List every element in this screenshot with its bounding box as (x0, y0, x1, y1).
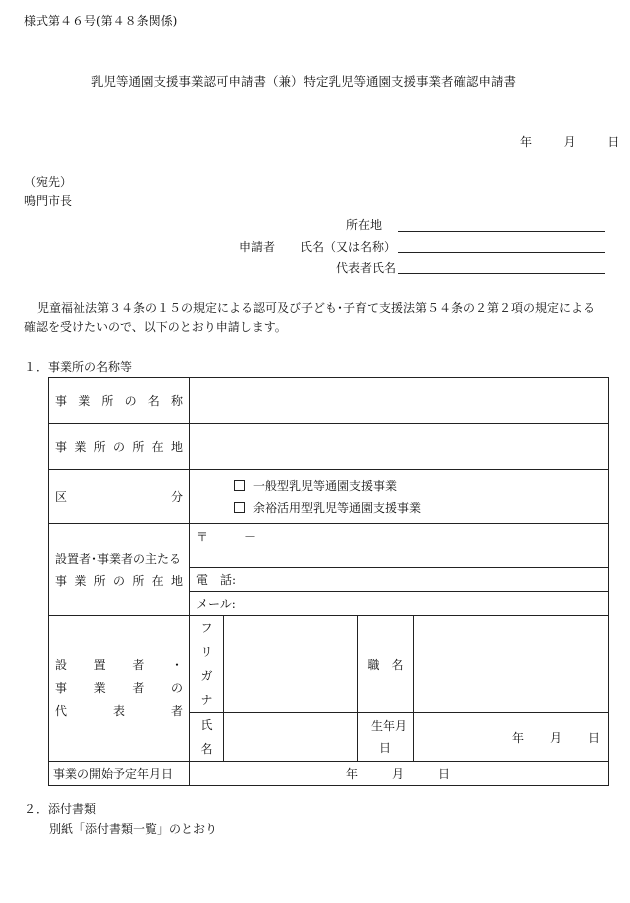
checkbox-icon[interactable] (234, 480, 245, 491)
form-number: 様式第４６号(第４８条関係) (24, 14, 178, 28)
row-representative-furigana (49, 616, 609, 713)
job-title-input[interactable] (414, 616, 609, 713)
facility-address-label: 事 業 所 の 所 在 地 (49, 424, 190, 470)
page-title: 乳児等通園支援事業認可申請書（兼）特定乳児等通園支援事業者確認申請書 (91, 74, 517, 89)
addressee-label: （宛先） (24, 175, 73, 189)
body-text-line-2: 確認を受けたいので、以下のとおり申請します。 (24, 320, 287, 334)
checkbox-icon[interactable] (234, 502, 245, 513)
applicant-name-field[interactable] (398, 252, 605, 253)
furigana-label: フ リ ガ ナ (190, 616, 224, 713)
applicant-address-label: 所在地 (346, 218, 383, 232)
applicant-name-label: 氏名（又は名称） (300, 240, 397, 254)
section1-heading: １．事業所の名称等 (24, 360, 133, 374)
applicant-label: 申請者 (239, 240, 276, 254)
option-surplus[interactable]: 余裕活用型乳児等通園支援事業 (234, 497, 608, 519)
category-options (190, 470, 609, 524)
date-month: 月 (563, 135, 576, 149)
applicant-address-field[interactable] (398, 231, 605, 232)
section2-heading: ２．添付書類 (24, 802, 97, 816)
row-start-date (49, 762, 609, 786)
section2-content: 別紙「添付書類一覧」のとおり (49, 822, 218, 836)
category-label: 区 分 (49, 470, 190, 524)
representative-label: 設 置 者 ・ 事 業 者 の 代 表 者 (49, 616, 190, 762)
row-facility-address (49, 424, 609, 470)
name-label: 氏 名 (190, 713, 224, 762)
name-input[interactable] (224, 713, 358, 762)
applicant-rep-field[interactable] (398, 273, 605, 274)
facility-name-input[interactable] (190, 378, 609, 424)
row-operator-postal (49, 524, 609, 568)
facility-name-label: 事 業 所 の 名 称 (49, 378, 190, 424)
row-category (49, 470, 609, 524)
row-facility-name (49, 378, 609, 424)
operator-address-label: 設置者･事業者の主たる 事 業 所 の 所 在 地 (49, 524, 190, 616)
postal-input[interactable]: 〒 － (190, 524, 609, 568)
email-input[interactable]: メール: (190, 592, 609, 616)
start-date-label: 事業の開始予定年月日 (49, 762, 190, 786)
phone-input[interactable]: 電 話: (190, 568, 609, 592)
addressee-name: 鳴門市長 (24, 194, 73, 208)
job-title-label: 職 名 (358, 616, 414, 713)
birth-date-label: 生年月 日 (358, 713, 414, 762)
facility-table (48, 377, 609, 786)
body-text-line-1: 児童福祉法第３４条の１５の規定による認可及び子ども･子育て支援法第５４条の２第２項の規定による (37, 301, 596, 315)
option-general[interactable]: 一般型乳児等通園支援事業 (234, 475, 608, 497)
birth-date-input[interactable]: 年 月 日 (414, 713, 609, 762)
application-date (520, 133, 619, 150)
facility-address-input[interactable] (190, 424, 609, 470)
furigana-input[interactable] (224, 616, 358, 713)
date-day: 日 (607, 135, 620, 149)
start-date-input[interactable]: 年 月 日 (190, 762, 609, 786)
applicant-rep-label: 代表者氏名 (336, 261, 397, 275)
date-year: 年 (520, 135, 533, 149)
